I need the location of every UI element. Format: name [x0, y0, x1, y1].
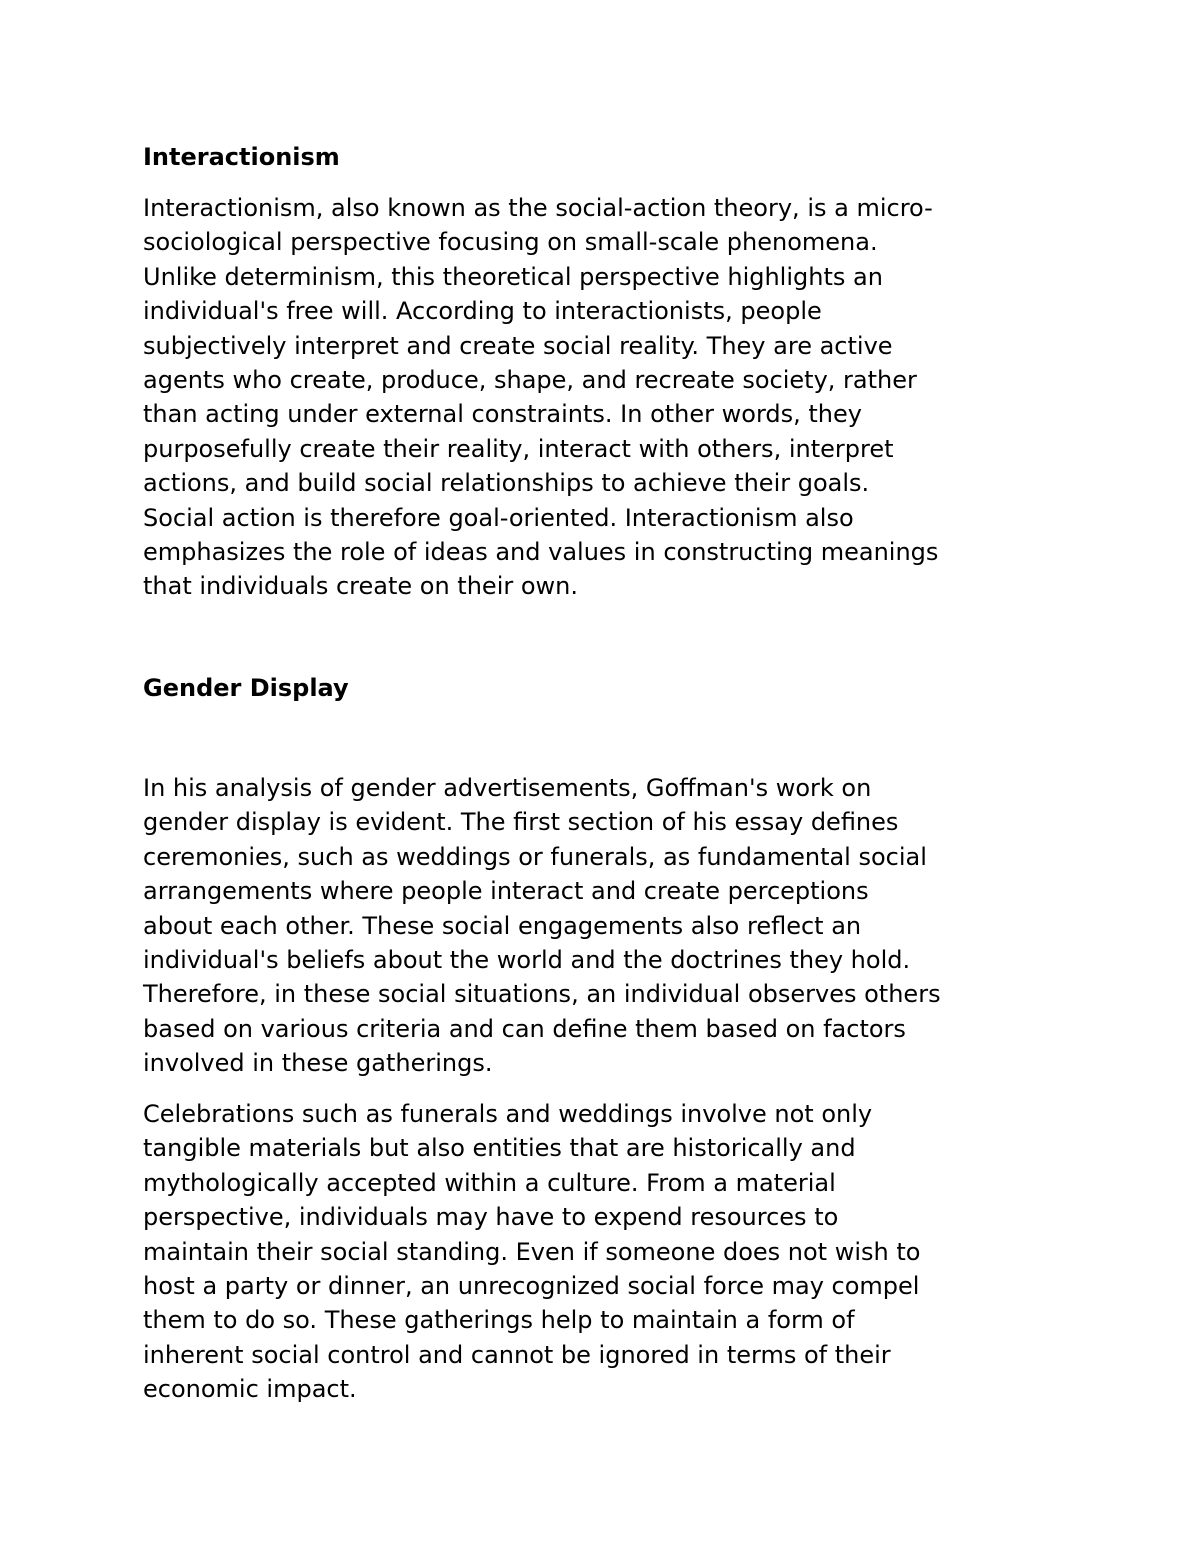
text-line: tangible materials but also entities that are historically and [143, 1134, 856, 1163]
text-line: that individuals create on their own. [143, 572, 579, 601]
text-line: host a party or dinner, an unrecognized social force may compel [143, 1271, 920, 1300]
text-line: than acting under external constraints. In other words, they [143, 400, 862, 429]
section-heading-gender-display: Gender Display [143, 674, 349, 702]
text-line: maintain their social standing. Even if someone does not wish to [143, 1237, 921, 1266]
text-line: ceremonies, such as weddings or funerals, as fundamental social [143, 842, 927, 871]
text-line: Therefore, in these social situations, an individual observes others [143, 980, 941, 1009]
text-line: involved in these gatherings. [143, 1049, 493, 1078]
text-line: individual's free will. According to interactionists, people [143, 297, 822, 326]
text-line: gender display is evident. The first section of his essay defines [143, 808, 899, 837]
text-line: arrangements where people interact and create perceptions [143, 877, 869, 906]
paragraph-interactionism [143, 191, 938, 604]
paragraph-gender-display-1 [143, 771, 941, 1081]
text-line: them to do so. These gatherings help to maintain a form of [143, 1306, 855, 1335]
text-line: perspective, individuals may have to expend resources to [143, 1203, 839, 1232]
text-line: Interactionism, also known as the social-action theory, is a micro- [143, 194, 933, 222]
text-line: individual's beliefs about the world and the doctrines they hold. [143, 945, 911, 974]
section-heading-interactionism: Interactionism [143, 143, 340, 171]
text-line: Social action is therefore goal-oriented. Interactionism also [143, 503, 854, 532]
text-line: In his analysis of gender advertisements, Goffman's work on [143, 774, 872, 802]
text-line: mythologically accepted within a culture. From a material [143, 1168, 836, 1197]
text-line: actions, and build social relationships to achieve their goals. [143, 469, 870, 498]
text-line: about each other. These social engagements also reflect an [143, 911, 862, 940]
text-line: economic impact. [143, 1375, 357, 1404]
paragraph-gender-display-2 [143, 1097, 920, 1407]
text-line: subjectively interpret and create social reality. They are active [143, 331, 893, 360]
text-line: inherent social control and cannot be ignored in terms of their [143, 1340, 891, 1369]
text-line: based on various criteria and can define them based on factors [143, 1014, 906, 1043]
text-line: purposefully create their reality, interact with others, interpret [143, 434, 894, 463]
text-line: sociological perspective focusing on small-scale phenomena. [143, 228, 878, 257]
text-line: agents who create, produce, shape, and recreate society, rather [143, 365, 917, 394]
text-line: Celebrations such as funerals and weddings involve not only [143, 1100, 873, 1128]
text-line: Unlike determinism, this theoretical perspective highlights an [143, 262, 883, 291]
text-line: emphasizes the role of ideas and values in constructing meanings [143, 537, 939, 566]
